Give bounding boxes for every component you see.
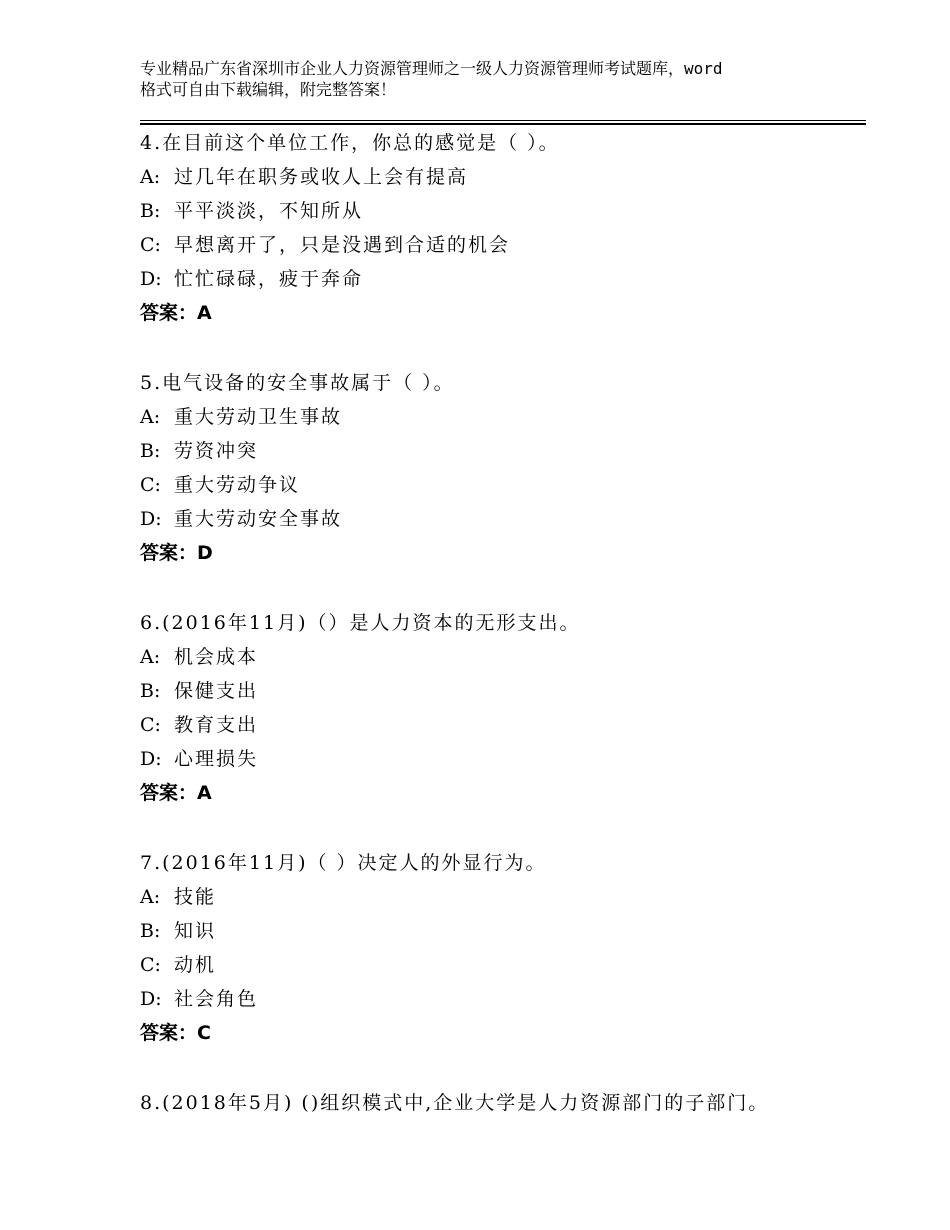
spacer: [140, 570, 860, 606]
option-text: 知识: [174, 920, 217, 942]
question-8: [140, 1086, 860, 1120]
option-label: C:: [140, 714, 161, 736]
option-d: [140, 982, 860, 1016]
option-label: B:: [140, 440, 161, 462]
answer-value: A: [197, 302, 212, 324]
option-label: C:: [140, 234, 161, 256]
option-label: B:: [140, 680, 161, 702]
option-text: 教育支出: [174, 714, 259, 736]
option-b: [140, 194, 860, 228]
option-text: 忙忙碌碌，疲于奔命: [174, 268, 364, 290]
option-text: 社会角色: [174, 988, 259, 1010]
option-text: 技能: [174, 886, 217, 908]
option-label: A:: [140, 886, 161, 908]
option-c: [140, 468, 860, 502]
answer-line: [140, 776, 860, 810]
answer-value: C: [197, 1022, 211, 1044]
question-5: [140, 366, 860, 570]
option-text: 保健支出: [174, 680, 259, 702]
option-text: 过几年在职务或收人上会有提高: [174, 166, 469, 188]
question-4: [140, 126, 860, 330]
option-label: B:: [140, 920, 161, 942]
header-line-1: 专业精品广东省深圳市企业人力资源管理师之一级人力资源管理师考试题库，word: [140, 59, 723, 78]
option-text: 动机: [174, 954, 217, 976]
answer-prefix: 答案：: [140, 542, 198, 564]
header-divider-thin: [140, 120, 866, 121]
option-label: D:: [140, 988, 162, 1010]
answer-prefix: 答案：: [140, 1022, 198, 1044]
answer-prefix: 答案：: [140, 302, 198, 324]
option-text: 重大劳动争议: [174, 474, 301, 496]
option-label: C:: [140, 954, 161, 976]
option-a: [140, 160, 860, 194]
option-text: 机会成本: [174, 646, 259, 668]
question-stem: 4.在目前这个单位工作，你总的感觉是（ ）。: [140, 132, 560, 154]
question-stem: 6.(2016年11月)（）是人力资本的无形支出。: [140, 612, 581, 634]
header-line-2: 格式可自由下载编辑，附完整答案！: [140, 80, 397, 99]
answer-prefix: 答案：: [140, 782, 198, 804]
question-list: [140, 126, 860, 1120]
option-b: [140, 914, 860, 948]
option-text: 平平淡淡，不知所从: [174, 200, 364, 222]
spacer: [140, 1050, 860, 1086]
question-stem: 8.(2018年5月) ()组织模式中,企业大学是人力资源部门的子部门。: [140, 1092, 770, 1114]
option-label: A:: [140, 166, 161, 188]
option-a: [140, 400, 860, 434]
answer-value: D: [197, 542, 213, 564]
option-label: B:: [140, 200, 161, 222]
option-b: [140, 434, 860, 468]
answer-value: A: [197, 782, 212, 804]
option-text: 劳资冲突: [174, 440, 259, 462]
document-header: [140, 58, 840, 100]
option-c: [140, 948, 860, 982]
answer-line: [140, 296, 860, 330]
option-label: C:: [140, 474, 161, 496]
option-a: [140, 640, 860, 674]
question-6: [140, 606, 860, 810]
option-c: [140, 708, 860, 742]
option-text: 重大劳动卫生事故: [174, 406, 343, 428]
option-label: D:: [140, 268, 162, 290]
question-stem: 5.电气设备的安全事故属于（ ）。: [140, 372, 455, 394]
spacer: [140, 330, 860, 366]
option-c: [140, 228, 860, 262]
option-d: [140, 262, 860, 296]
option-a: [140, 880, 860, 914]
option-label: D:: [140, 508, 162, 530]
option-text: 心理损失: [174, 748, 259, 770]
option-label: A:: [140, 646, 161, 668]
option-b: [140, 674, 860, 708]
answer-line: [140, 536, 860, 570]
option-d: [140, 742, 860, 776]
question-7: [140, 846, 860, 1050]
option-d: [140, 502, 860, 536]
spacer: [140, 810, 860, 846]
option-label: D:: [140, 748, 162, 770]
option-text: 早想离开了，只是没遇到合适的机会: [174, 234, 511, 256]
header-divider-thick: [140, 123, 866, 125]
answer-line: [140, 1016, 860, 1050]
option-label: A:: [140, 406, 161, 428]
option-text: 重大劳动安全事故: [174, 508, 343, 530]
question-stem: 7.(2016年11月)（ ）决定人的外显行为。: [140, 852, 547, 874]
